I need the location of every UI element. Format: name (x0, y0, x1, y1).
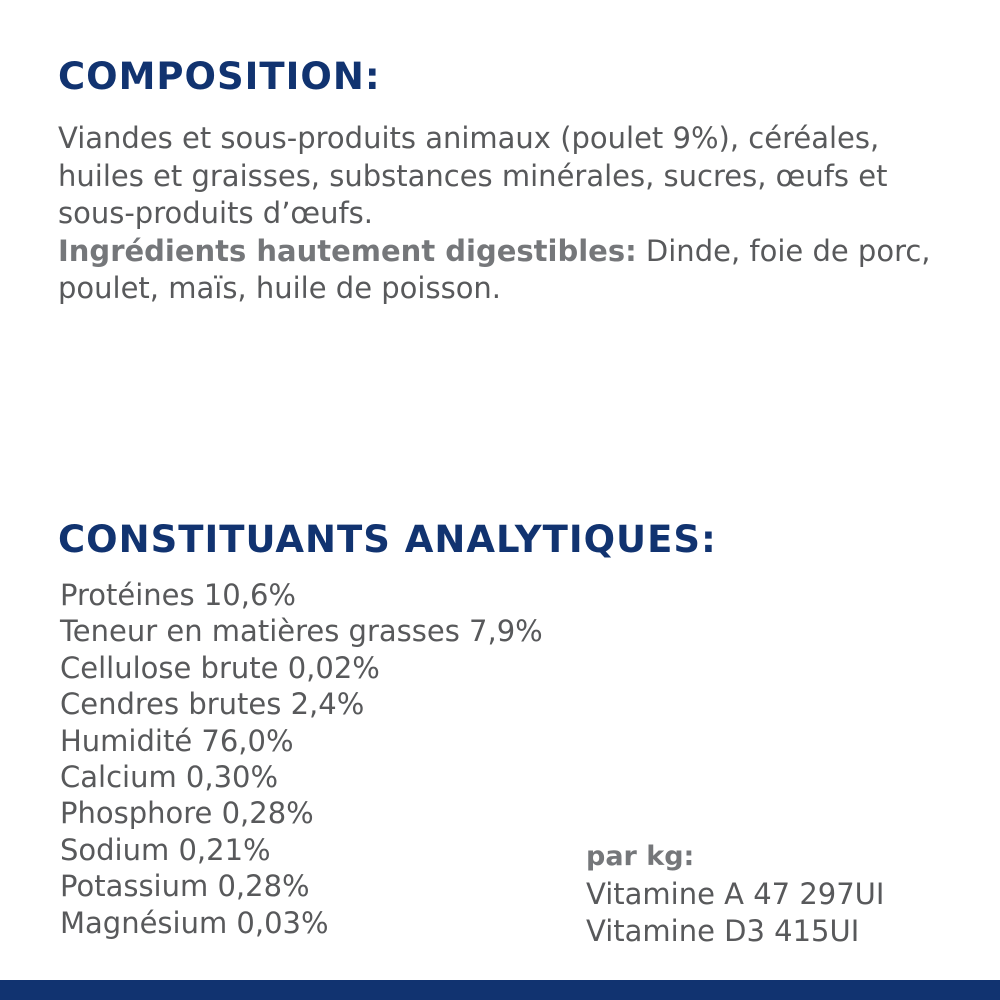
digestible-ingredients-label: Ingrédients hautement digestibles: (58, 233, 637, 268)
constituent-fibre: Cellulose brute 0,02% (60, 650, 380, 685)
digestible-ingredients-text: Dinde, foie de porc, poulet, maïs, huile de poisson. (58, 233, 931, 305)
constituent-calcium: Calcium 0,30% (60, 760, 279, 795)
constituent-phosphorus: Phosphore 0,28% (60, 796, 314, 831)
constituent-magnesium: Magnésium 0,03% (60, 905, 329, 940)
constituent-fat: Teneur en matières grasses 7,9% (60, 614, 543, 649)
vitamin-a-item: Vitamine A 47 297UI (586, 877, 885, 911)
constituent-protein: Protéines 10,6% (60, 578, 296, 612)
constituent-ash: Cendres brutes 2,4% (60, 687, 365, 722)
vitamin-d3-item: Vitamine D3 415UI (586, 914, 860, 948)
bottom-brand-bar (0, 980, 1000, 1000)
constituent-moisture: Humidité 76,0% (60, 723, 294, 758)
constituent-sodium: Sodium 0,21% (60, 832, 271, 867)
analytical-constituents-list (60, 577, 543, 941)
per-kg-label: par kg: (586, 841, 695, 872)
per-kg-additives (586, 838, 884, 950)
constituent-potassium: Potassium 0,28% (60, 869, 310, 904)
composition-heading: COMPOSITION: (58, 55, 381, 98)
analytical-constituents-heading: CONSTITUANTS ANALYTIQUES: (58, 518, 717, 561)
composition-ingredients-text: Viandes et sous-produits animaux (poulet 9%), céréales, huiles et graisses, substances minérales, sucres, œufs et sous-produits d’œufs. (58, 121, 888, 230)
composition-paragraph (58, 120, 958, 308)
